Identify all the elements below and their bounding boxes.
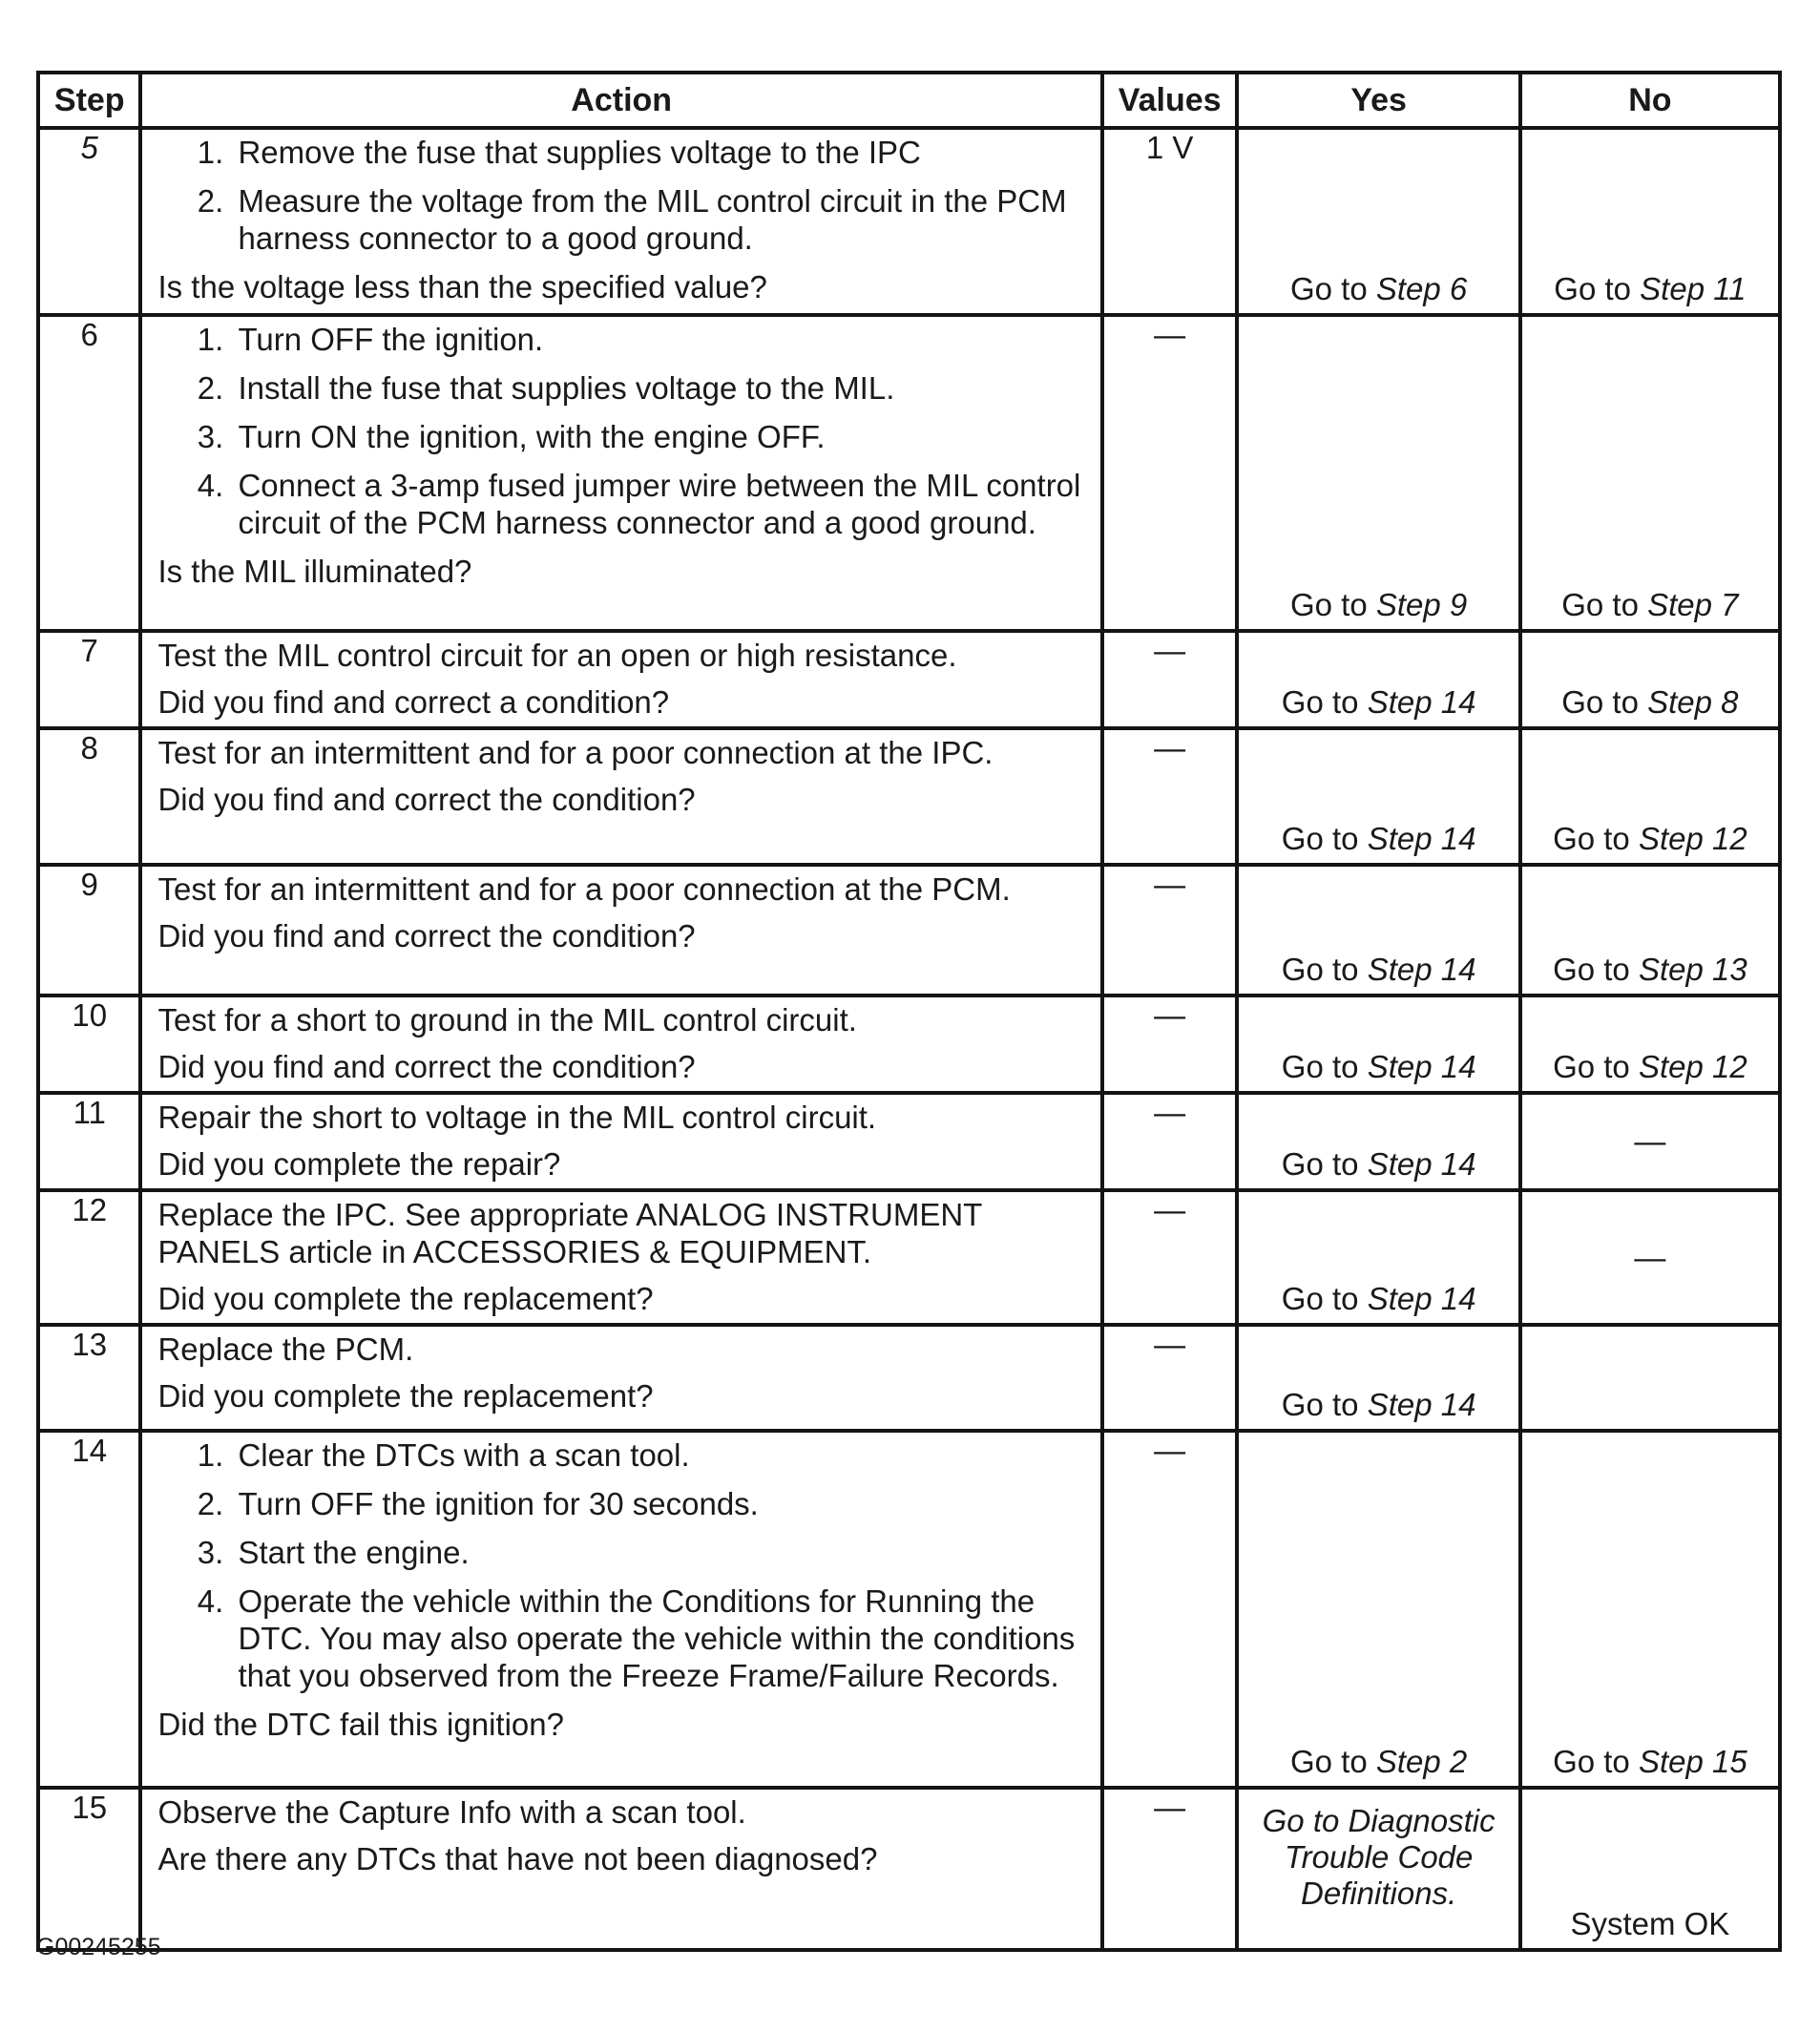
go-to-label: Go to [1553, 952, 1630, 987]
step-number [38, 1431, 140, 1788]
no-target-step: Step 13 [1638, 952, 1747, 987]
action-question: Is the MIL illuminated? [157, 554, 472, 589]
no-cell [1520, 1788, 1780, 1950]
no-target-step: Step 12 [1638, 1049, 1747, 1084]
go-to-label: Go to [1281, 952, 1359, 987]
yes-target-step: Step 14 [1367, 1049, 1476, 1084]
step-number [38, 128, 140, 315]
no-cell [1520, 1325, 1780, 1431]
no-cell [1520, 128, 1780, 315]
table-row [38, 631, 1780, 728]
yes-cell [1237, 865, 1519, 996]
value-text: — [1154, 317, 1186, 352]
no-target-step: Step 11 [1640, 271, 1747, 306]
action-question: Did you complete the repair? [157, 1146, 561, 1182]
step-number-text: 10 [72, 997, 108, 1033]
header-values: Values [1102, 73, 1238, 128]
action-cell [140, 1190, 1101, 1325]
action-text: Test for a short to ground in the MIL control circuit. [157, 1002, 857, 1037]
yes-target-step: Step 14 [1367, 952, 1476, 987]
table-row [38, 128, 1780, 315]
value-text: 1 V [1145, 130, 1194, 165]
go-to-label: Go to [1554, 271, 1631, 306]
action-text: Replace the IPC. See appropriate ANALOG INSTRUMENT PANELS article in ACCESSORIES & EQUIPMENT. [157, 1197, 982, 1269]
action-question: Are there any DTCs that have not been diagnosed? [157, 1841, 878, 1876]
action-steps-list [157, 134, 1092, 257]
action-step: 3. Start the engine. [232, 1534, 1092, 1571]
step-number [38, 1093, 140, 1190]
action-step: 1. Remove the fuse that supplies voltage to the IPC [232, 134, 1092, 171]
action-text: Test for an intermittent and for a poor connection at the IPC. [157, 735, 994, 770]
yes-target-step: Step 6 [1375, 271, 1468, 306]
go-to-label: Go to [1553, 1049, 1630, 1084]
yes-target-step: Step 2 [1375, 1744, 1468, 1779]
step-number [38, 315, 140, 631]
table-row [38, 315, 1780, 631]
action-cell [140, 631, 1101, 728]
go-to-label: Go to [1281, 684, 1359, 720]
values-cell [1102, 1325, 1238, 1431]
yes-cell [1237, 1190, 1519, 1325]
action-question: Did the DTC fail this ignition? [157, 1707, 564, 1742]
no-target-step: Step 8 [1647, 684, 1739, 720]
step-number-text: 6 [80, 317, 98, 352]
go-to-label: Go to [1281, 1049, 1359, 1084]
header-action: Action [140, 73, 1101, 128]
yes-cell [1237, 631, 1519, 728]
go-to-label: Go to [1289, 271, 1368, 306]
action-question: Did you find and correct the condition? [157, 782, 696, 817]
step-number-text: 11 [73, 1095, 106, 1130]
action-text: Test the MIL control circuit for an open or high resistance. [157, 638, 957, 673]
action-cell [140, 1788, 1101, 1950]
yes-cell [1237, 1788, 1519, 1950]
go-to-label: Go to [1561, 684, 1639, 720]
value-text: — [1154, 867, 1186, 902]
no-cell [1520, 728, 1780, 865]
values-cell [1102, 996, 1238, 1093]
no-target-step: Step 12 [1638, 821, 1747, 856]
action-cell [140, 728, 1101, 865]
no-cell [1520, 1431, 1780, 1788]
values-cell [1102, 315, 1238, 631]
values-cell [1102, 1431, 1238, 1788]
header-row [38, 73, 1780, 128]
go-to-label: Go to [1553, 1744, 1630, 1779]
yes-cell [1237, 1431, 1519, 1788]
action-cell [140, 1431, 1101, 1788]
no-text: System OK [1570, 1906, 1730, 1941]
yes-cell [1237, 1325, 1519, 1431]
yes-cell [1237, 1093, 1519, 1190]
value-text: — [1154, 997, 1186, 1033]
header-step: Step [38, 73, 140, 128]
table-row [38, 996, 1780, 1093]
values-cell [1102, 1788, 1238, 1950]
values-cell [1102, 631, 1238, 728]
value-text: — [1154, 1327, 1186, 1362]
go-to-label: Go to [1281, 1387, 1359, 1422]
action-step: 4. Operate the vehicle within the Conditions for Running the DTC. You may also operate the vehicle within the conditions that you observed from the Freeze Frame/Failure Records. [232, 1582, 1092, 1694]
table-row [38, 865, 1780, 996]
action-cell [140, 865, 1101, 996]
step-number-text: 14 [72, 1433, 108, 1468]
step-number [38, 728, 140, 865]
go-to-label: Go to [1281, 1146, 1359, 1182]
header-yes: Yes [1237, 73, 1519, 128]
go-to-label: Go to [1281, 821, 1359, 856]
yes-target-step: Step 14 [1367, 1281, 1476, 1316]
yes-text: Go to Diagnostic Trouble Code Definitions. [1262, 1803, 1496, 1911]
values-cell [1102, 1190, 1238, 1325]
yes-target-step: Step 14 [1367, 821, 1476, 856]
no-dash: — [1634, 1123, 1666, 1159]
step-number-text: 13 [72, 1327, 108, 1362]
yes-cell [1237, 996, 1519, 1093]
go-to-label: Go to [1289, 1744, 1368, 1779]
yes-target-step: Step 9 [1375, 587, 1468, 622]
value-text: — [1154, 730, 1186, 765]
yes-target-step: Step 14 [1367, 684, 1476, 720]
go-to-label: Go to [1561, 587, 1639, 622]
figure-id: G00245255 [36, 1934, 161, 1960]
values-cell [1102, 728, 1238, 865]
no-cell [1520, 996, 1780, 1093]
action-step: 1. Clear the DTCs with a scan tool. [232, 1436, 1092, 1474]
action-step: 2. Install the fuse that supplies voltage to the MIL. [232, 369, 1092, 407]
no-cell [1520, 315, 1780, 631]
value-text: — [1154, 1192, 1186, 1227]
step-number-text: 8 [80, 730, 98, 765]
action-text: Test for an intermittent and for a poor connection at the PCM. [157, 871, 1011, 907]
step-number-text: 9 [80, 867, 98, 902]
go-to-label: Go to [1281, 1281, 1359, 1316]
action-question: Did you find and correct the condition? [157, 918, 696, 954]
values-cell [1102, 1093, 1238, 1190]
no-cell [1520, 865, 1780, 996]
action-steps-list [157, 1436, 1092, 1694]
table-row [38, 1431, 1780, 1788]
value-text: — [1154, 1433, 1186, 1468]
action-text: Repair the short to voltage in the MIL control circuit. [157, 1100, 877, 1135]
value-text: — [1154, 1095, 1186, 1130]
action-question: Did you complete the replacement? [157, 1281, 654, 1316]
no-target-step: Step 7 [1647, 587, 1739, 622]
action-cell [140, 1093, 1101, 1190]
action-question: Is the voltage less than the specified value? [157, 269, 767, 304]
go-to-label: Go to [1553, 821, 1630, 856]
step-number [38, 996, 140, 1093]
diagnostic-table [36, 71, 1782, 1952]
step-number [38, 1325, 140, 1431]
step-number [38, 1190, 140, 1325]
action-steps-list [157, 321, 1092, 541]
value-text: — [1154, 1790, 1186, 1825]
table-row [38, 728, 1780, 865]
no-cell [1520, 631, 1780, 728]
action-cell [140, 996, 1101, 1093]
step-number [38, 631, 140, 728]
header-no: No [1520, 73, 1780, 128]
action-step: 1. Turn OFF the ignition. [232, 321, 1092, 358]
go-to-label: Go to [1289, 587, 1368, 622]
action-question: Did you complete the replacement? [157, 1378, 654, 1414]
table-row [38, 1190, 1780, 1325]
step-number [38, 865, 140, 996]
step-number-text: 5 [80, 130, 98, 165]
yes-cell [1237, 315, 1519, 631]
step-number-text: 7 [80, 633, 98, 668]
action-cell [140, 1325, 1101, 1431]
step-number-text: 12 [72, 1192, 108, 1227]
step-number [38, 1788, 140, 1950]
yes-cell [1237, 728, 1519, 865]
action-cell [140, 128, 1101, 315]
action-question: Did you find and correct a condition? [157, 684, 670, 720]
action-text: Observe the Capture Info with a scan tool. [157, 1794, 746, 1830]
yes-cell [1237, 128, 1519, 315]
no-dash: — [1634, 1239, 1666, 1275]
action-cell [140, 315, 1101, 631]
action-text: Replace the PCM. [157, 1331, 414, 1367]
no-target-step: Step 15 [1638, 1744, 1747, 1779]
table-row [38, 1093, 1780, 1190]
yes-target-step: Step 14 [1367, 1387, 1476, 1422]
table-row [38, 1788, 1780, 1950]
values-cell [1102, 865, 1238, 996]
action-step: 2. Turn OFF the ignition for 30 seconds. [232, 1485, 1092, 1522]
action-step: 4. Connect a 3-amp fused jumper wire between the MIL control circuit of the PCM harness connector and a good ground. [232, 467, 1092, 541]
action-step: 2. Measure the voltage from the MIL control circuit in the PCM harness connector to a good ground. [232, 182, 1092, 257]
values-cell [1102, 128, 1238, 315]
step-number-text: 15 [72, 1790, 108, 1825]
no-cell [1520, 1093, 1780, 1190]
yes-target-step: Step 14 [1367, 1146, 1476, 1182]
no-cell [1520, 1190, 1780, 1325]
table-row [38, 1325, 1780, 1431]
action-step: 3. Turn ON the ignition, with the engine OFF. [232, 418, 1092, 455]
value-text: — [1154, 633, 1186, 668]
action-question: Did you find and correct the condition? [157, 1049, 696, 1084]
